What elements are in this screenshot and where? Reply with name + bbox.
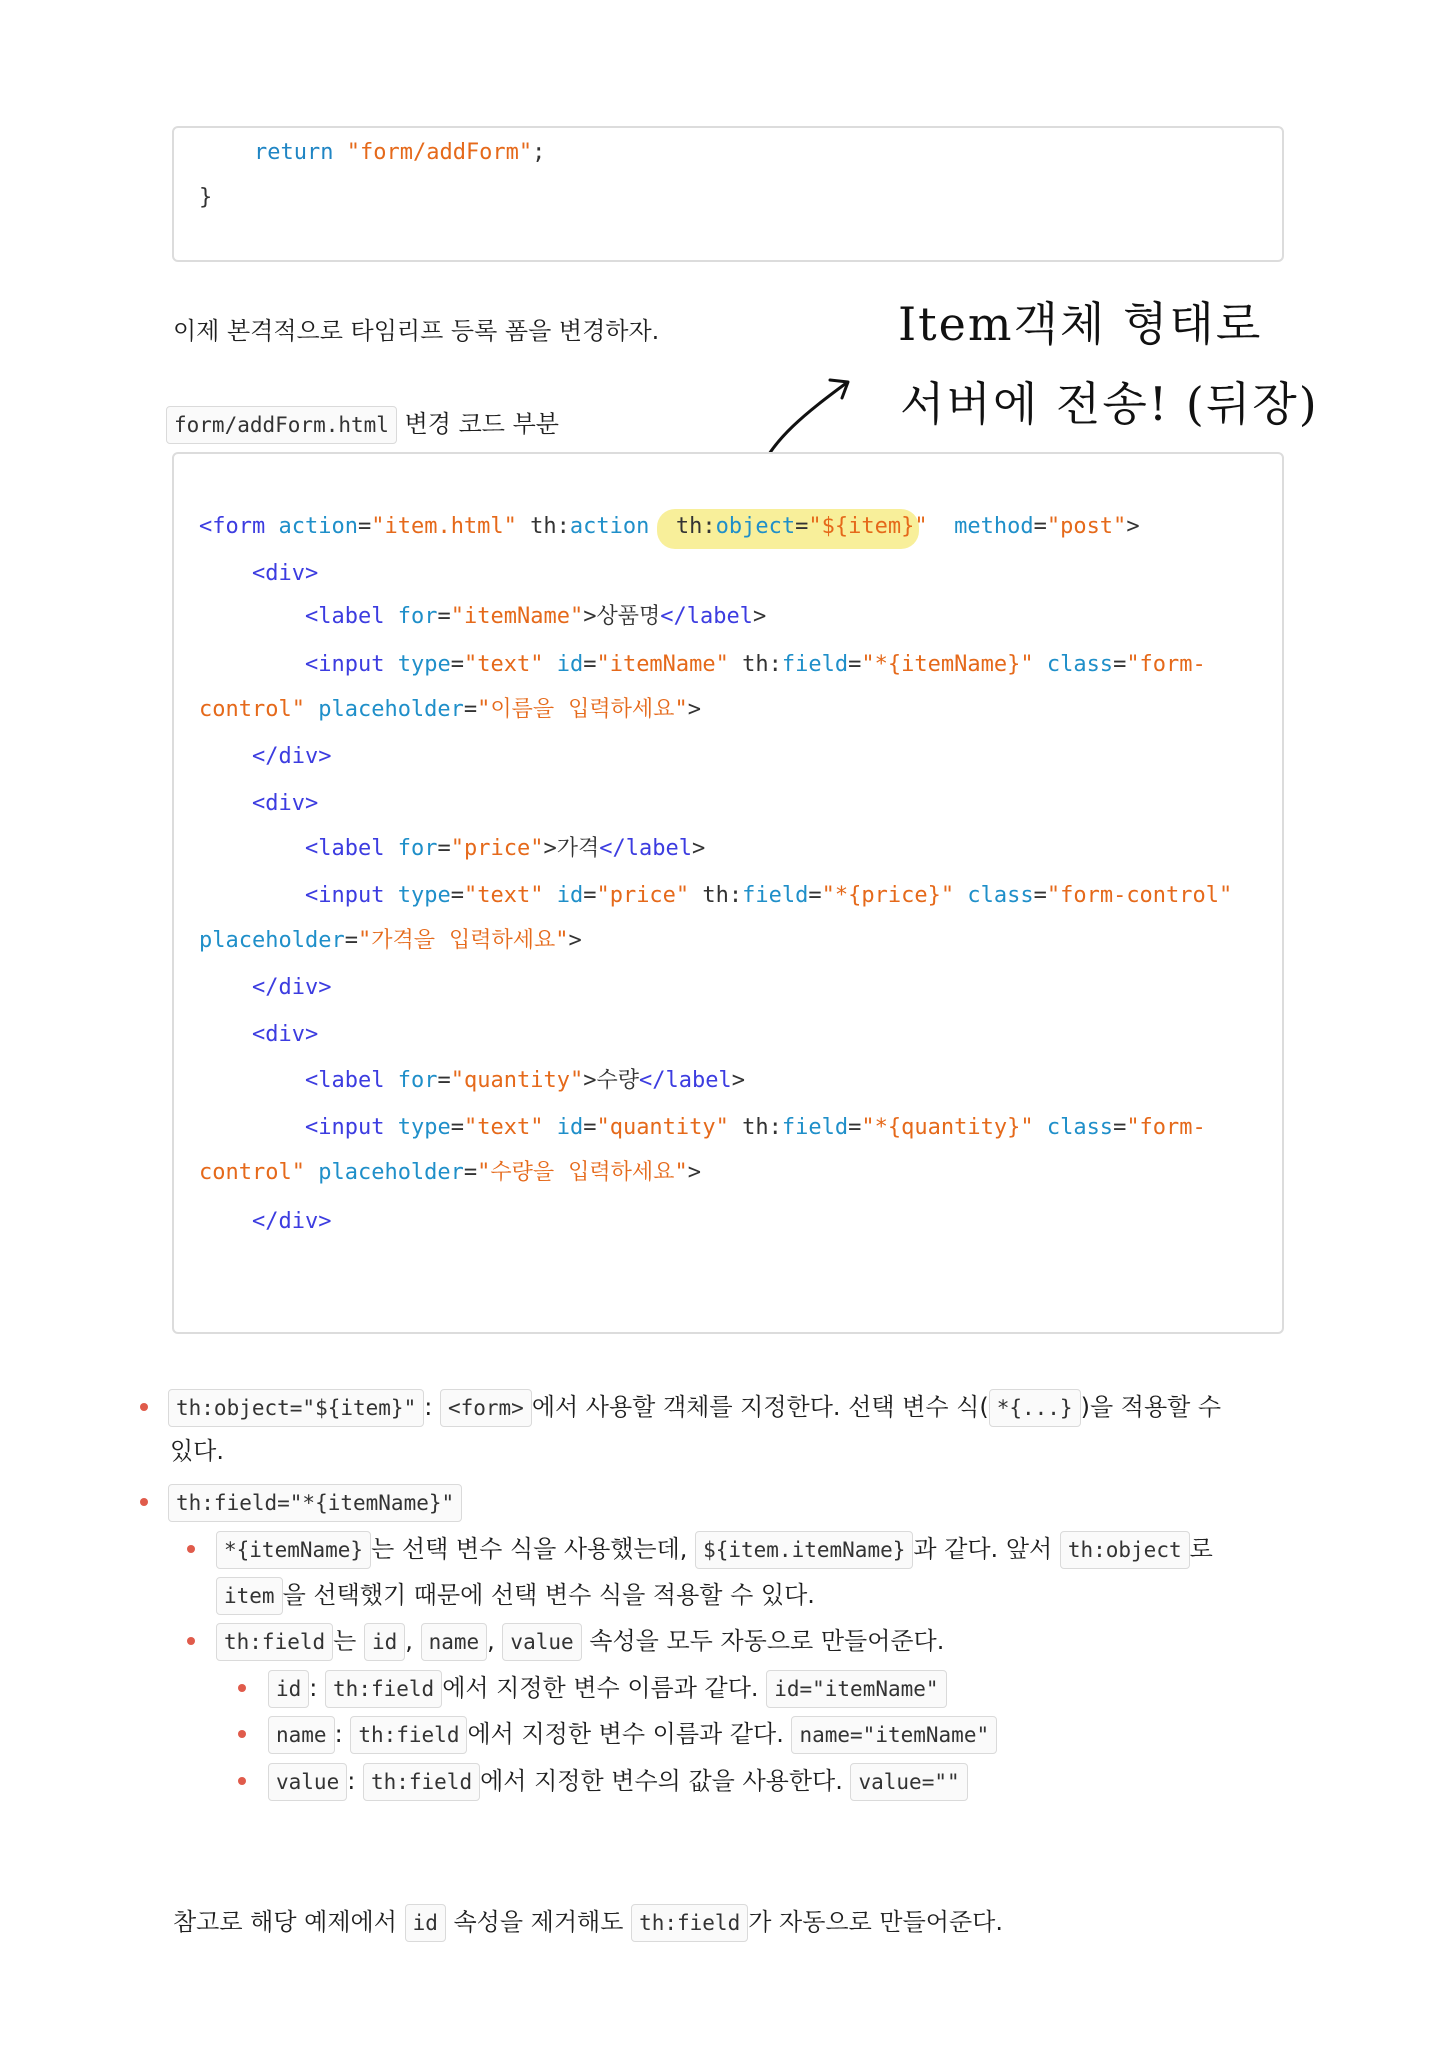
code-chip: name="itemName" bbox=[791, 1716, 997, 1754]
code-attr: placeholder bbox=[318, 1160, 464, 1185]
code-attr: field bbox=[742, 883, 809, 908]
code-text: 가격 bbox=[556, 836, 600, 861]
bullet-dot bbox=[140, 1403, 148, 1411]
code-chip: th:field bbox=[216, 1623, 333, 1661]
sub-sub-bullet-name bbox=[268, 1716, 997, 1754]
separator: : bbox=[347, 1767, 356, 1795]
code-line-label-itemname bbox=[305, 604, 766, 630]
code-string: "*{quantity}" bbox=[861, 1115, 1034, 1140]
file-name-chip: form/addForm.html bbox=[166, 406, 397, 444]
code-string: " bbox=[477, 1160, 491, 1185]
code-line-input-itemname-cont bbox=[199, 697, 701, 723]
code-line-input-quantity bbox=[305, 1115, 1206, 1141]
code-attr: placeholder bbox=[199, 928, 345, 953]
code-string: "item.html" bbox=[371, 514, 517, 539]
code-tag: <input bbox=[305, 652, 385, 677]
code-string: "quantity" bbox=[596, 1115, 729, 1140]
code-punct: > bbox=[1126, 514, 1140, 539]
code-chip: ${item.itemName} bbox=[695, 1531, 913, 1569]
code-string: " bbox=[357, 928, 372, 953]
code-string: control" bbox=[199, 697, 305, 722]
separator: , bbox=[487, 1627, 495, 1655]
code-div-close: </div> bbox=[252, 1209, 332, 1234]
code-string: 이름을 입력하세요 bbox=[490, 697, 675, 722]
code-eq: = bbox=[1033, 883, 1047, 908]
code-line-input-price bbox=[305, 883, 1232, 909]
code-string: 가격을 입력하세요 bbox=[371, 928, 556, 953]
code-string: 수량을 입력하세요 bbox=[490, 1160, 675, 1185]
bullet-text: 에서 지정한 변수 이름과 같다. bbox=[442, 1674, 759, 1702]
bullet-dot bbox=[187, 1637, 195, 1645]
code-punct: > bbox=[752, 604, 767, 629]
sub-bullet-auto-attrs bbox=[216, 1623, 944, 1661]
code-tag: <label bbox=[305, 836, 385, 861]
code-tag: </ bbox=[599, 836, 626, 861]
code-eq: = bbox=[848, 1115, 862, 1140]
code-chip: value bbox=[268, 1763, 347, 1801]
code-string: "*{price}" bbox=[821, 883, 955, 908]
code-eq: = bbox=[450, 652, 464, 677]
code-eq: = bbox=[437, 836, 451, 861]
code-string: "itemName" bbox=[450, 604, 584, 629]
separator: : bbox=[424, 1393, 433, 1421]
code-eq: = bbox=[1033, 514, 1047, 539]
bullet-th-object bbox=[168, 1389, 1221, 1427]
code-punct: > bbox=[543, 836, 557, 861]
code-line-input-price-cont bbox=[199, 928, 582, 954]
separator: , bbox=[405, 1627, 413, 1655]
code-chip: th:object="${item}" bbox=[168, 1389, 424, 1427]
code-string: "price" bbox=[596, 883, 690, 908]
code-div-open: <div> bbox=[252, 1022, 319, 1047]
code-tag: <label bbox=[305, 1068, 385, 1093]
footer-text: 가 자동으로 만들어준다. bbox=[748, 1908, 1003, 1936]
file-label bbox=[166, 406, 559, 444]
code-line-return bbox=[254, 140, 545, 166]
separator: : bbox=[309, 1674, 318, 1702]
footer-text: 참고로 해당 예제에서 bbox=[173, 1908, 397, 1936]
code-string: " bbox=[477, 697, 491, 722]
bullet-text: 에서 사용할 객체를 지정한다. 선택 변수 식( bbox=[531, 1393, 989, 1421]
sub-sub-bullet-id bbox=[268, 1670, 947, 1708]
bullet-text: 에서 지정한 변수의 값을 사용한다. bbox=[480, 1767, 843, 1795]
bullet-text: 속성을 모두 자동으로 만들어준다. bbox=[589, 1627, 945, 1655]
code-keyword: return bbox=[254, 140, 334, 165]
code-line-input-quantity-cont bbox=[199, 1160, 701, 1186]
code-string: "itemName" bbox=[596, 652, 729, 677]
code-chip: item bbox=[216, 1577, 283, 1615]
code-div-open: <div> bbox=[252, 561, 319, 586]
code-tag: label bbox=[625, 836, 692, 861]
code-string: "quantity" bbox=[450, 1068, 584, 1093]
code-eq: = bbox=[795, 514, 809, 539]
code-chip: name bbox=[421, 1623, 488, 1661]
bullet-text: 에서 지정한 변수 이름과 같다. bbox=[467, 1720, 784, 1748]
code-eq: = bbox=[450, 883, 464, 908]
code-attr: method bbox=[954, 514, 1034, 539]
code-eq: = bbox=[437, 1068, 451, 1093]
code-div-close: </div> bbox=[252, 975, 332, 1000]
code-eq: = bbox=[848, 652, 862, 677]
code-chip: th:field bbox=[363, 1763, 480, 1801]
code-chip: id bbox=[364, 1623, 405, 1661]
code-eq: = bbox=[583, 652, 597, 677]
code-attr: type bbox=[397, 883, 451, 908]
code-string: "post" bbox=[1046, 514, 1127, 539]
bullet-dot bbox=[238, 1684, 246, 1692]
code-div-close: </div> bbox=[252, 744, 332, 769]
bullet-text: 는 선택 변수 식을 사용했는데, bbox=[371, 1535, 688, 1563]
code-string: "text" bbox=[463, 652, 544, 677]
code-punct: > bbox=[583, 1068, 597, 1093]
bullet-text: 는 bbox=[333, 1627, 357, 1655]
bullet-text: 과 같다. 앞서 bbox=[913, 1535, 1053, 1563]
code-chip: id bbox=[268, 1670, 309, 1708]
code-line-brace: } bbox=[199, 185, 213, 210]
code-tag: </ bbox=[660, 604, 687, 629]
code-eq: = bbox=[808, 883, 822, 908]
code-chip: value="" bbox=[850, 1763, 967, 1801]
code-string: control" bbox=[199, 1160, 305, 1185]
code-tag: label bbox=[686, 604, 753, 629]
bullet-th-object-cont: 있다. bbox=[170, 1437, 224, 1465]
code-text: 상품명 bbox=[596, 604, 661, 629]
code-string: " bbox=[674, 697, 688, 722]
code-attr: type bbox=[397, 1115, 451, 1140]
bullet-dot bbox=[238, 1777, 246, 1785]
code-text: 수량 bbox=[596, 1068, 639, 1093]
bullet-text: )을 적용할 수 bbox=[1080, 1393, 1222, 1421]
sub-bullet-selection-expr-cont bbox=[216, 1577, 815, 1615]
code-th: th: bbox=[702, 883, 743, 908]
code-string: " bbox=[555, 928, 569, 953]
bullet-dot bbox=[140, 1498, 148, 1506]
code-th: th: bbox=[675, 514, 716, 539]
code-string: "form/addForm" bbox=[346, 140, 533, 165]
code-string: "form- bbox=[1126, 1115, 1206, 1140]
intro-paragraph: 이제 본격적으로 타임리프 등록 폼을 변경하자. bbox=[173, 317, 660, 345]
code-eq: = bbox=[450, 1115, 464, 1140]
bullet-dot bbox=[238, 1730, 246, 1738]
bullet-th-field bbox=[168, 1484, 462, 1522]
handwritten-note-line1: Item객체 형태로 bbox=[898, 297, 1263, 351]
footer-text: 속성을 제거해도 bbox=[453, 1908, 624, 1936]
code-chip: th:field bbox=[350, 1716, 467, 1754]
code-tag: <form bbox=[199, 514, 266, 539]
code-eq: = bbox=[583, 1115, 597, 1140]
code-line-form bbox=[199, 514, 1140, 540]
code-punct: > bbox=[687, 1160, 701, 1185]
sub-bullet-selection-expr bbox=[216, 1531, 1213, 1569]
code-attr: class bbox=[967, 883, 1034, 908]
code-tag: <label bbox=[305, 604, 385, 629]
code-chip: *{...} bbox=[989, 1389, 1081, 1427]
code-attr: action bbox=[569, 514, 650, 539]
code-string: "text" bbox=[463, 883, 544, 908]
code-punct: > bbox=[691, 836, 706, 861]
code-attr: id bbox=[556, 883, 584, 908]
footer-paragraph bbox=[173, 1904, 1003, 1942]
code-punct: > bbox=[568, 928, 582, 953]
code-eq: = bbox=[1113, 1115, 1127, 1140]
code-line-input-itemname bbox=[305, 652, 1206, 678]
code-attr: field bbox=[781, 652, 849, 677]
code-punct: ; bbox=[532, 140, 546, 165]
code-string: " bbox=[674, 1160, 688, 1185]
code-chip: id="itemName" bbox=[766, 1670, 946, 1708]
code-chip: th:field="*{itemName}" bbox=[168, 1484, 462, 1522]
code-attr: class bbox=[1046, 1115, 1114, 1140]
code-chip: value bbox=[502, 1623, 581, 1661]
separator: : bbox=[334, 1720, 343, 1748]
code-attr: for bbox=[397, 1068, 438, 1093]
code-tag: label bbox=[665, 1068, 732, 1093]
code-chip: id bbox=[405, 1904, 446, 1942]
code-eq: = bbox=[344, 928, 358, 953]
code-eq: = bbox=[357, 514, 372, 539]
code-attr: action bbox=[278, 514, 358, 539]
code-string: "form-control" bbox=[1046, 883, 1233, 908]
code-punct: > bbox=[583, 604, 597, 629]
handwritten-note-line2: 서버에 전송! (뒤장) bbox=[900, 377, 1319, 431]
code-line-label-price bbox=[305, 836, 705, 862]
code-attr: id bbox=[556, 652, 584, 677]
code-eq: = bbox=[437, 604, 451, 629]
code-chip: th:object bbox=[1060, 1531, 1190, 1569]
code-chip: th:field bbox=[631, 1904, 748, 1942]
code-attr: for bbox=[397, 836, 438, 861]
code-div-open: <div> bbox=[252, 791, 319, 816]
code-th: th: bbox=[742, 1115, 782, 1140]
bullet-text: 을 선택했기 때문에 선택 변수 식을 적용할 수 있다. bbox=[282, 1581, 815, 1609]
code-chip: *{itemName} bbox=[216, 1531, 371, 1569]
code-attr: type bbox=[397, 652, 451, 677]
code-attr: field bbox=[781, 1115, 849, 1140]
code-chip: <form> bbox=[440, 1389, 532, 1427]
code-string: "form- bbox=[1126, 652, 1206, 677]
code-th: th: bbox=[516, 514, 570, 539]
file-label-text: 변경 코드 부분 bbox=[404, 410, 559, 438]
bullet-dot bbox=[187, 1545, 195, 1553]
code-eq: = bbox=[1113, 652, 1127, 677]
code-string: "price" bbox=[450, 836, 544, 861]
code-eq: = bbox=[463, 697, 478, 722]
code-attr: for bbox=[397, 604, 438, 629]
sub-sub-bullet-value bbox=[268, 1763, 968, 1801]
code-punct: > bbox=[687, 697, 701, 722]
code-tag: <input bbox=[305, 883, 385, 908]
code-chip: name bbox=[268, 1716, 335, 1754]
code-attr: id bbox=[556, 1115, 584, 1140]
code-th: th: bbox=[742, 652, 782, 677]
code-attr: object bbox=[715, 514, 796, 539]
code-eq: = bbox=[463, 1160, 478, 1185]
code-line-label-quantity bbox=[305, 1068, 745, 1094]
code-punct: > bbox=[731, 1068, 745, 1093]
bullet-text: 로 bbox=[1189, 1535, 1213, 1563]
code-chip: th:field bbox=[325, 1670, 442, 1708]
code-eq: = bbox=[583, 883, 597, 908]
code-tag: </ bbox=[638, 1068, 666, 1093]
code-attr: placeholder bbox=[318, 697, 464, 722]
code-tag: <input bbox=[305, 1115, 385, 1140]
code-string: "*{itemName}" bbox=[861, 652, 1034, 677]
code-string: "${item}" bbox=[808, 514, 928, 539]
code-attr: class bbox=[1046, 652, 1114, 677]
code-string: "text" bbox=[463, 1115, 544, 1140]
